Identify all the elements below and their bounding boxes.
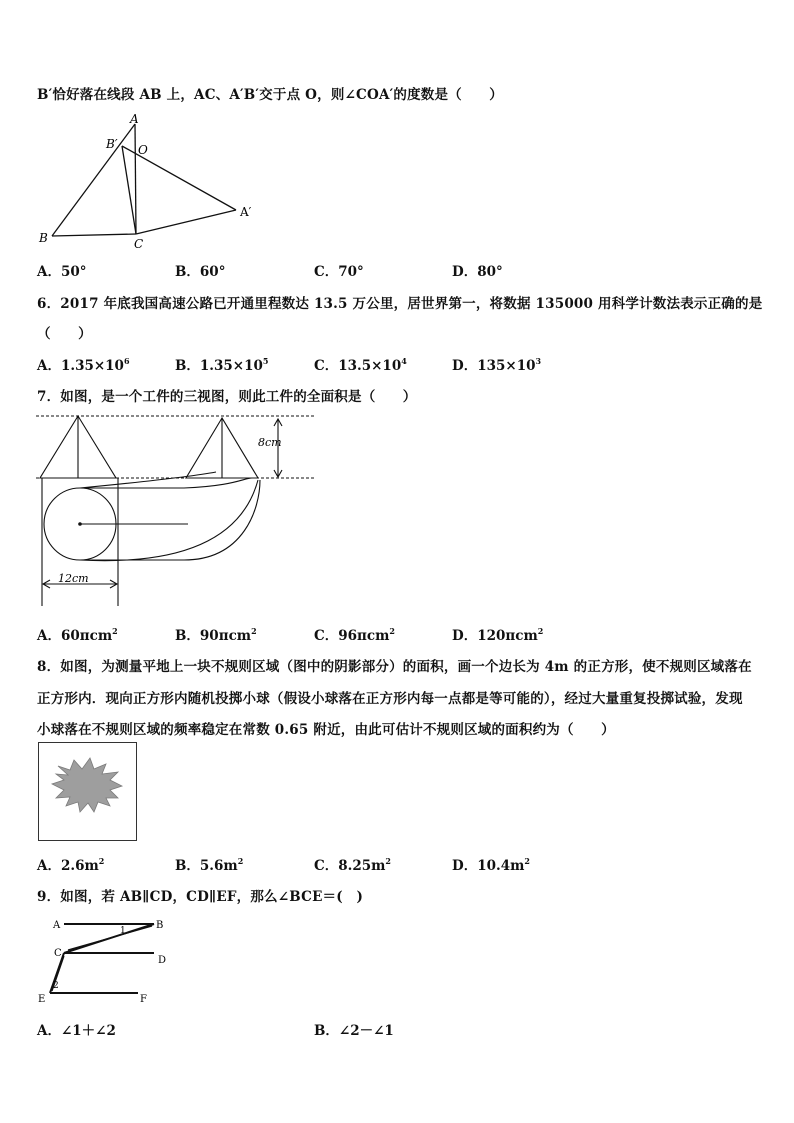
q8-option-b[interactable]: B．$5.6m^2$ [175, 856, 244, 874]
q7-option-b[interactable]: B．90πcm$^2$ [175, 626, 257, 644]
label-o: O [138, 143, 148, 157]
q6-option-a[interactable]: A．$1.35\times 10^6$ [37, 356, 130, 374]
q8-option-d[interactable]: D．$10.4m^2$ [452, 856, 530, 874]
q5-stem: B′恰好落在线段 AB 上，AC、A′B′交于点 O，则∠COA′的度数是（ ） [37, 87, 503, 103]
label-b: B [39, 231, 48, 245]
segment-bc [52, 234, 136, 236]
q8-stem-line1: 8．如图，为测量平地上一块不规则区域（图中的阴影部分）的面积，画一个边长为 4m 的正方形，使不规则区域落在 [37, 659, 752, 675]
q8-figure [38, 742, 138, 842]
q7-figure [34, 408, 324, 610]
height-label: 8cm [258, 436, 282, 449]
q7-option-c[interactable]: C．96πcm$^2$ [314, 626, 395, 644]
q8-option-a[interactable]: A．$2.6m^2$ [37, 856, 105, 874]
label-e: E [38, 994, 46, 1005]
q5-option-d[interactable]: D．80° [452, 264, 503, 280]
label-f: F [140, 994, 147, 1005]
label-c: C [134, 237, 144, 251]
q6-stem-line2: （ ） [37, 326, 92, 342]
q7-stem: 7．如图，是一个工件的三视图，则此工件的全面积是（ ） [37, 389, 417, 405]
q9-figure [34, 912, 174, 1008]
label-a: A [130, 112, 139, 126]
q9-option-a[interactable]: A．∠1＋∠2 [37, 1023, 116, 1039]
q9-option-b[interactable]: B．∠2－∠1 [314, 1023, 394, 1039]
angle-1-label: 1 [120, 926, 126, 936]
q5-option-c[interactable]: C．70° [314, 264, 364, 280]
q8-stem-line2: 正方形内．现向正方形内随机投掷小球（假设小球落在正方形内每一点都是等可能的），经过大量重复投掷试验，发现 [37, 691, 743, 707]
q6-option-d[interactable]: D．$135\times 10^3$ [452, 356, 542, 374]
label-c: C [54, 948, 62, 959]
q7-option-d[interactable]: D．120πcm$^2$ [452, 626, 544, 644]
q5-figure [34, 112, 274, 252]
q7-option-a[interactable]: A．60πcm$^2$ [37, 626, 118, 644]
angle-2-label: 2 [53, 981, 59, 991]
q9-stem: 9．如图，若 AB∥CD，CD∥EF，那么∠BCE＝( ) [37, 889, 364, 905]
q5-option-a[interactable]: A．50° [37, 264, 87, 280]
label-a-prime: A′ [240, 205, 252, 219]
label-b: B [156, 920, 164, 931]
label-d: D [158, 955, 167, 966]
q8-option-c[interactable]: C．$8.25m^2$ [314, 856, 391, 874]
q8-stem-line3: 小球落在不规则区域的频率稳定在常数 0.65 附近，由此可估计不规则区域的面积约为（ ） [37, 722, 615, 738]
segment-b-prime-c [122, 146, 136, 234]
segment-ac [135, 124, 136, 234]
label-a: A [53, 920, 61, 931]
segment-c-a-prime [136, 210, 236, 234]
q6-option-c[interactable]: C．$13.5\times 10^4$ [314, 356, 407, 374]
q6-option-b[interactable]: B．$1.35\times 10^5$ [175, 356, 269, 374]
label-b-prime: B′ [106, 137, 118, 151]
segment-ab [52, 124, 135, 236]
q6-stem-line1: 6．2017 年底我国高速公路已开通里程数达 13.5 万公里，居世界第一，将数据 135000 用科学计数法表示正确的是 [37, 296, 763, 312]
width-label: 12cm [58, 572, 89, 585]
q5-option-b[interactable]: B．60° [175, 264, 226, 280]
